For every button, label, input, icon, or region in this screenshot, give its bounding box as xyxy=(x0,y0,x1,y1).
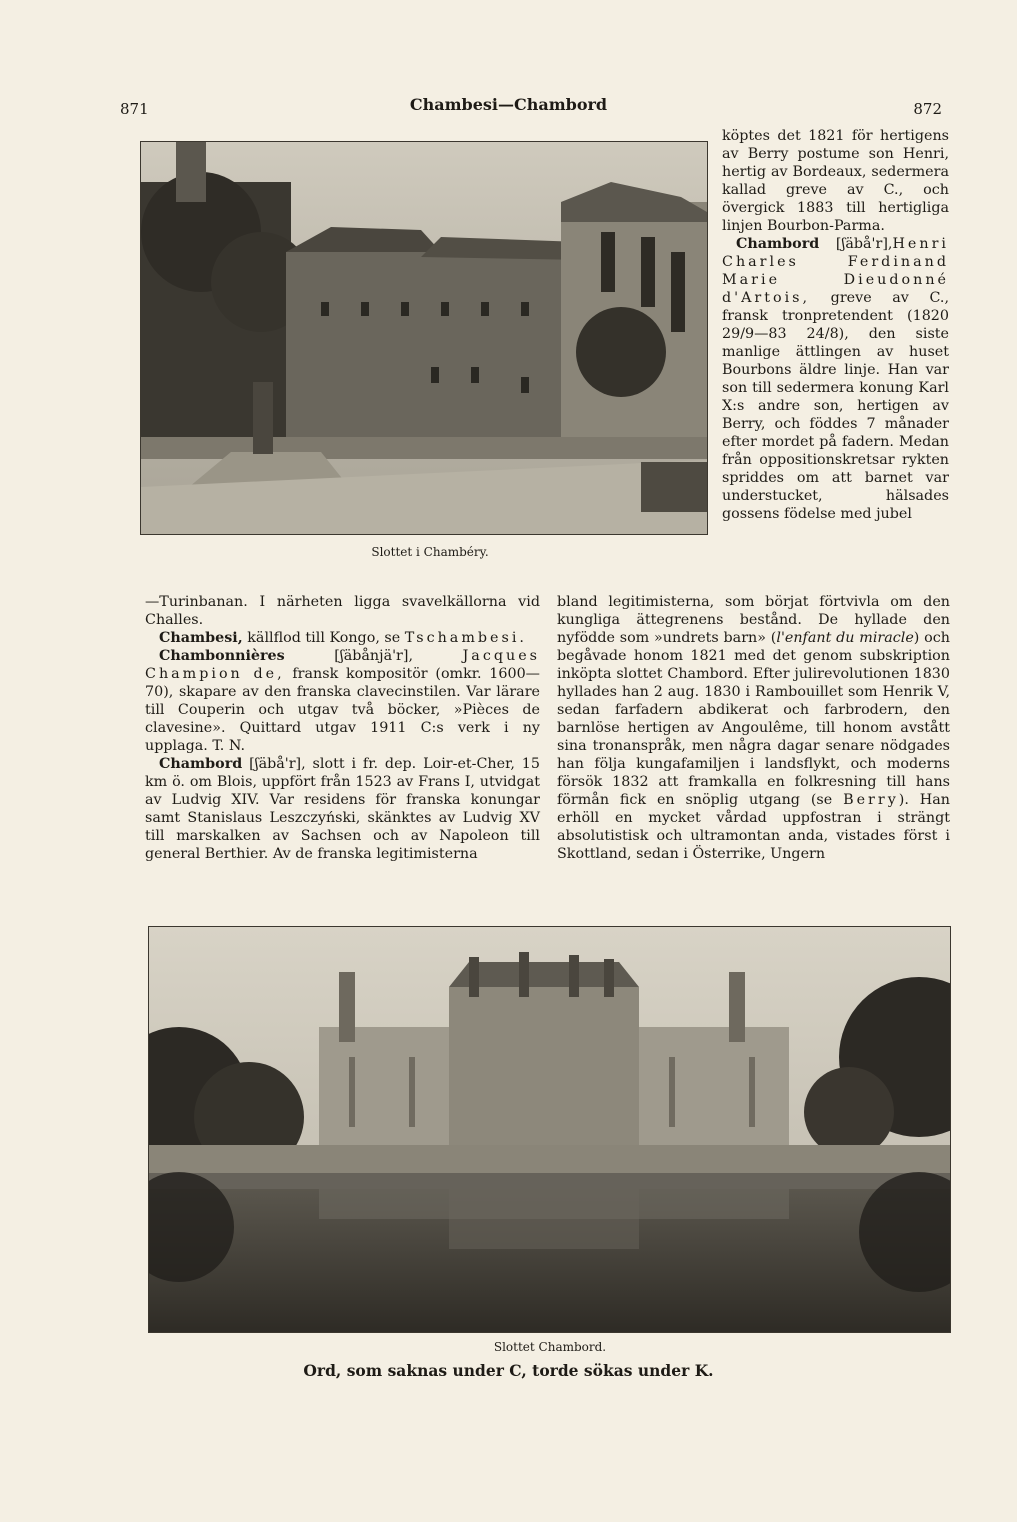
person-name: Jacques Champion de, xyxy=(145,648,540,682)
text-segment: ). Han erhöll en mycket vårdad uppfostran i strängt absolutistisk och ultramontan anda, vistades först i Skottland, sedan i Österrike, Ungern xyxy=(557,792,950,862)
caption-top-photo: Slottet i Chambéry. xyxy=(371,545,489,559)
entry-text: fransk kompositör (omkr. 1600—70), skapare av den franska clavecinstilen. Var lärare till Couperin och utgav två böcker, »Pièces de clavesine». Quittard utgav 1911 C:s verk i ny upplaga. T. N. xyxy=(145,666,540,754)
running-title: Chambesi—Chambord xyxy=(409,95,608,114)
pronunciation: [ʃäbånjä'r], xyxy=(284,648,463,664)
left-column xyxy=(145,593,540,863)
right-column-top xyxy=(722,127,949,523)
entry-chambonnieres xyxy=(145,647,540,755)
entry-chambord-henri xyxy=(722,235,949,523)
photo-chambery-castle xyxy=(140,141,708,535)
entry-headword: Chambesi, xyxy=(159,630,243,646)
paragraph-legitimists xyxy=(557,593,950,863)
entry-text: [ʃäbå'r], slott i fr. dep. Loir-et-Cher, 15 km ö. om Blois, uppfört från 1523 av Frans I, utvidgat av Ludvig XIV. Var residens för franska konungar samt Stanislaus Leszczyński, skänktes av Ludvig XV till marskalken av Sachsen och av Napoleon till general Berthier. Av de franska legitimisterna xyxy=(145,756,540,862)
text-segment: bland legitimisterna, som börjat förtvivla om den kungliga ättegrenens bestånd. De hyllade den nyfödde som »undrets barn» ( xyxy=(557,594,950,646)
entry-chambord-castle xyxy=(145,755,540,863)
photo-chambord-castle xyxy=(148,926,951,1333)
paragraph-chambord-continuation: köptes det 1821 för hertigens av Berry postume son Henri, hertig av Bordeaux, sedermera kallad greve av C., och övergick 1883 till hertigliga linjen Bourbon-Parma. xyxy=(722,128,949,234)
text-segment: ) och begåvade honom 1821 med det genom subskription inköpta slottet Chambord. Efter julirevolutionen 1830 hyllades han 2 aug. 1830 i Rambouillet som Henrik V, sedan farfadern abdikerat och farbrodern, den barnlöse hertigen av Angoulême, till honom avstått sina tronanspråk, men några dagar senare nödgades han följa kungafamiljen i landsflykt, och moderns försök 1832 att framkalla en folkresning till hans förmån fick en snöplig utgang (se xyxy=(557,630,950,808)
right-column-bottom xyxy=(557,593,950,863)
footer-note: Ord, som saknas under C, torde sökas under K. xyxy=(303,1361,714,1380)
italic-phrase: l'enfant du miracle xyxy=(776,630,914,646)
paragraph-turinbanan: —Turinbanan. I närheten ligga svavelkällorna vid Challes. xyxy=(145,594,540,628)
entry-chambesi xyxy=(145,629,540,647)
cross-reference: Tschambesi. xyxy=(404,630,527,646)
caption-bottom-photo: Slottet Chambord. xyxy=(493,1340,607,1354)
entry-headword: Chambord xyxy=(736,236,820,252)
entry-headword: Chambord xyxy=(159,756,243,772)
page-number-left: 871 xyxy=(120,100,149,118)
person-name: Henri Charles Ferdinand Marie Dieudonné d'Artois, xyxy=(722,236,949,306)
entry-headword: Chambonnières xyxy=(159,648,285,664)
entry-text: källflod till Kongo, se xyxy=(242,630,405,646)
page-number-right: 872 xyxy=(913,100,942,118)
pronunciation: [ʃäbå'r], xyxy=(819,236,893,252)
cross-reference: Berry xyxy=(843,792,899,808)
entry-text: greve av C., fransk tronpretendent (1820 29/9—83 24/8), den siste manlige ättlingen av huset Bourbons äldre linje. Han var son till sedermera konung Karl X:s andre son, hertigen av Berry, och föddes 7 månader efter mordet på fadern. Medan från oppositionskretsar rykten spriddes om att barnet var understucket, hälsades gossens födelse med jubel xyxy=(722,290,949,522)
